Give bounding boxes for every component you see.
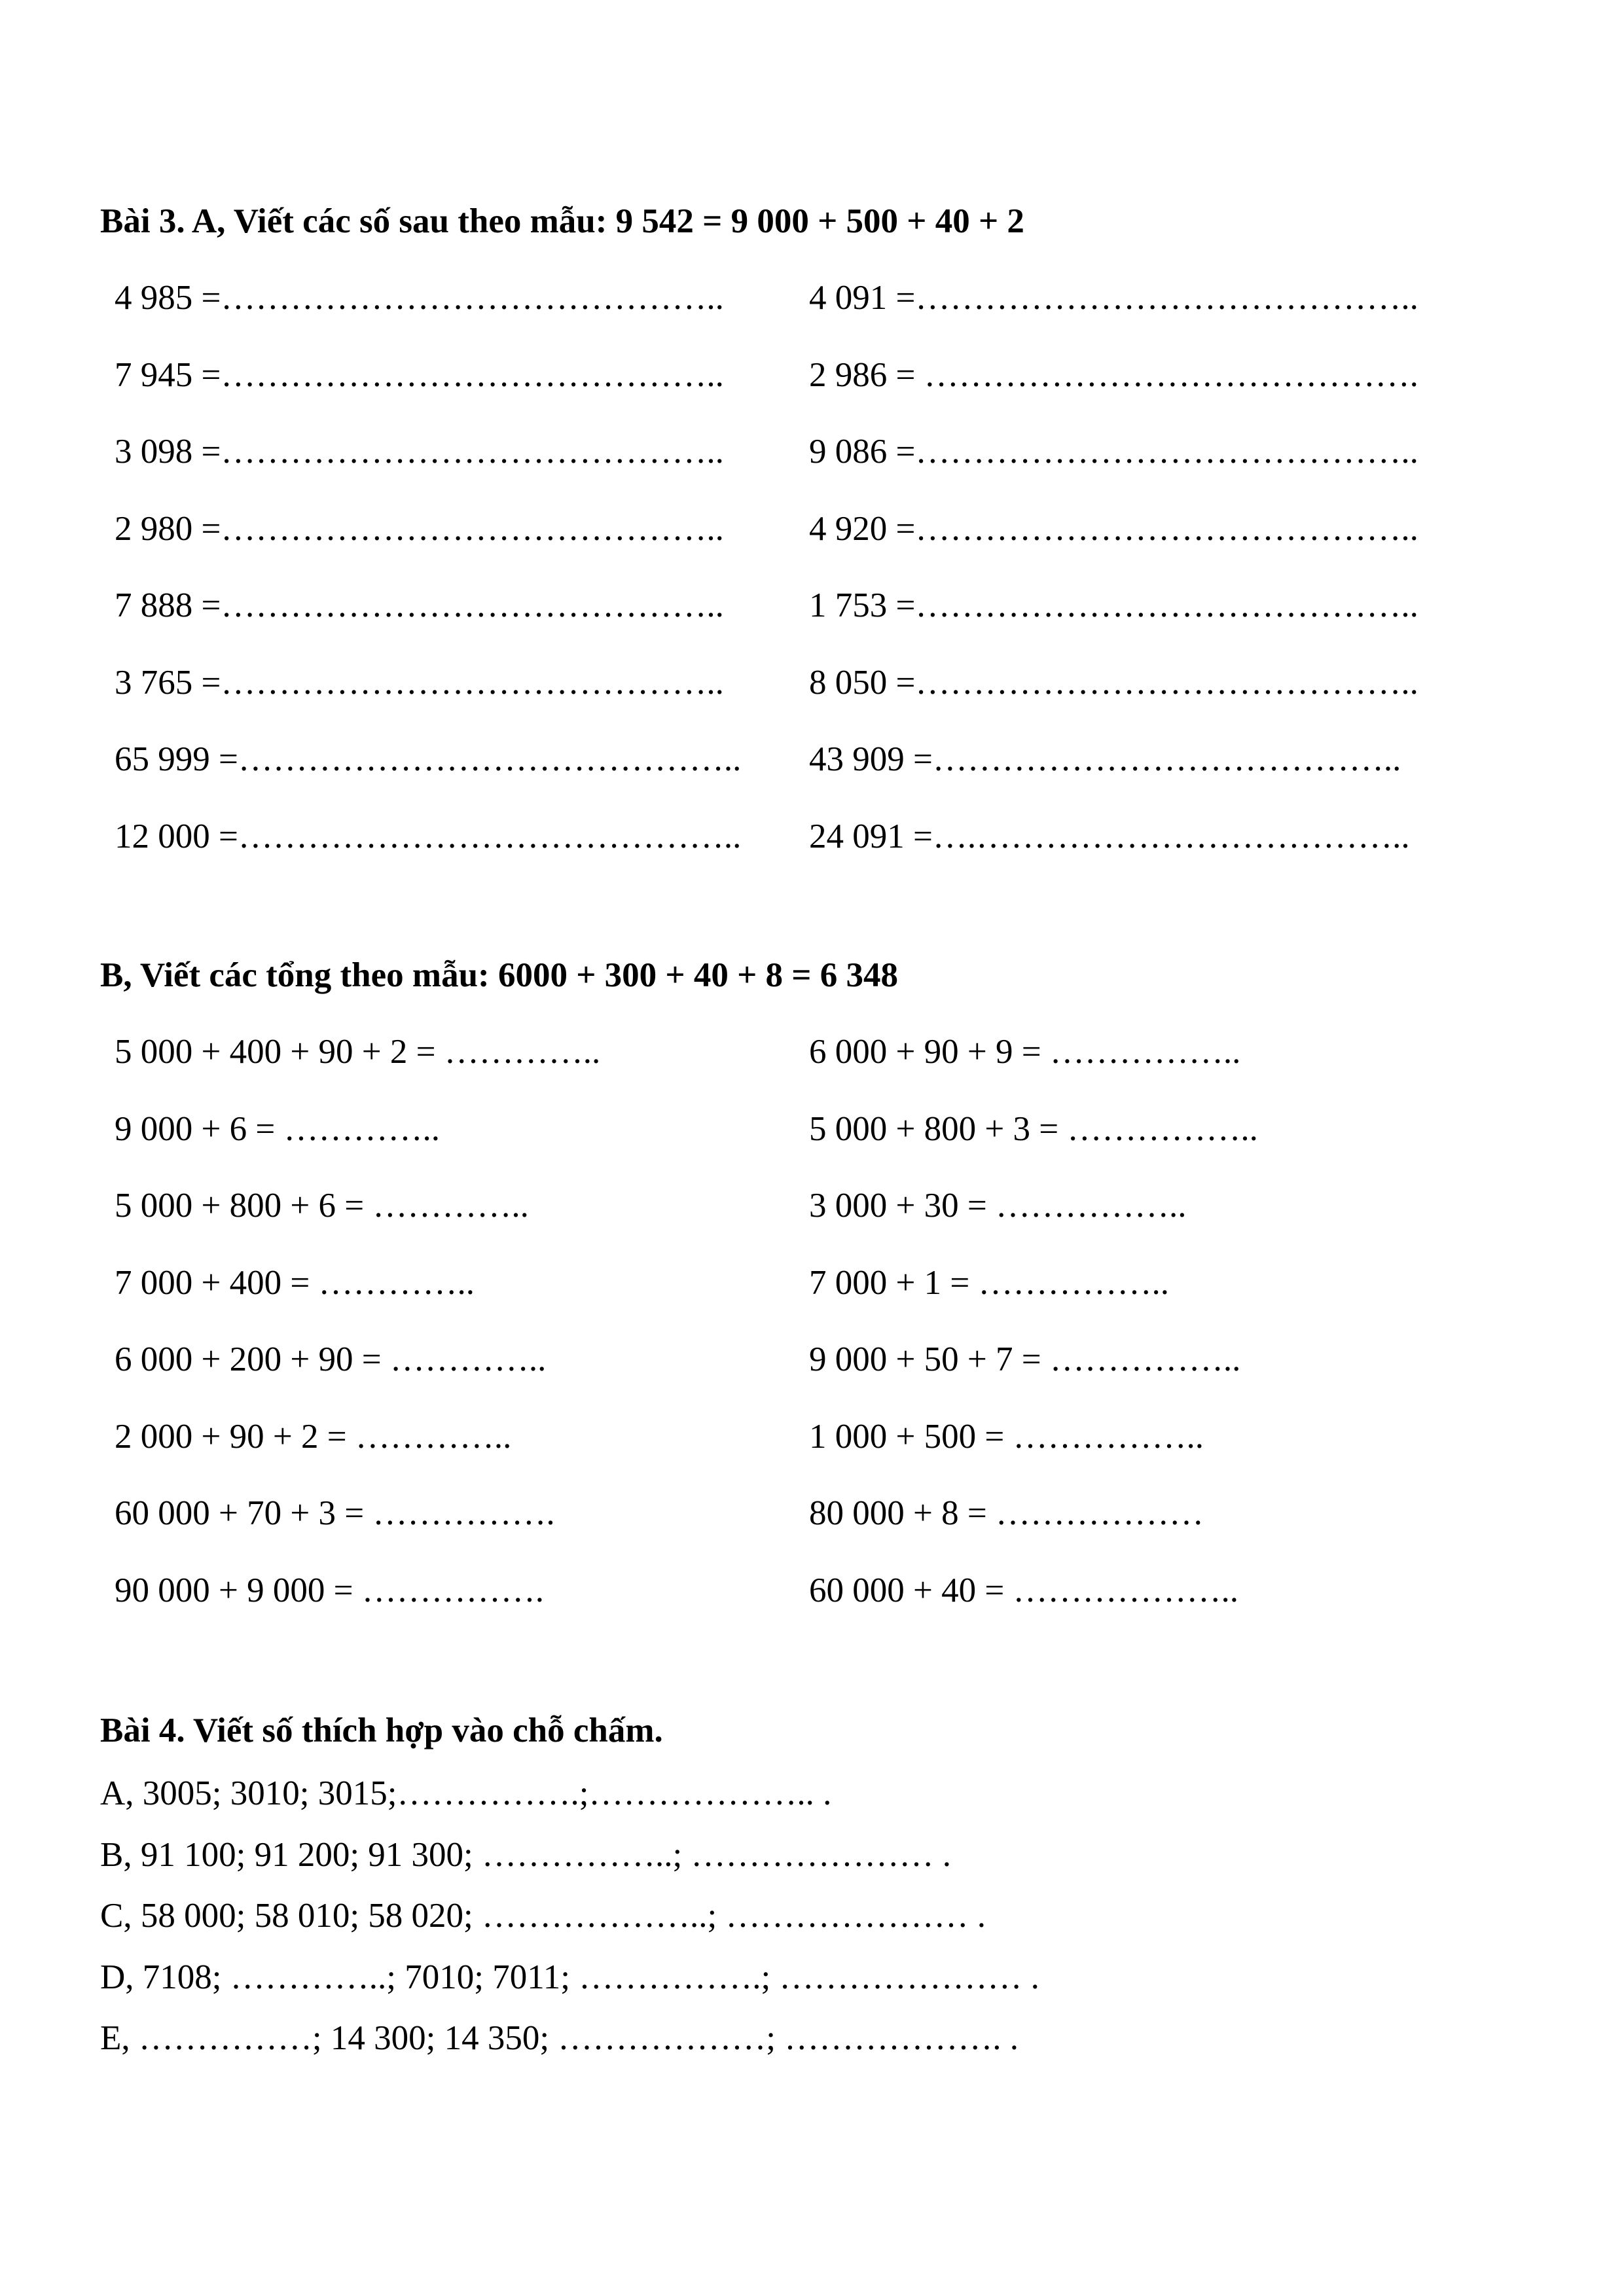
exercise-line: 65 999 =…………………………………….. [115, 740, 742, 778]
exercise-line: 90 000 + 9 000 = ……………. [115, 1571, 545, 1609]
exercise-line: 24 091 =….……………………………….. [809, 817, 1410, 855]
exercise-line: A, 3005; 3010; 3015;…………….;……………….. . [100, 1774, 832, 1812]
exercise-line: 9 086 =…………………………………….. [809, 433, 1418, 471]
exercise-line: 12 000 =…………………………………….. [115, 817, 742, 855]
exercise-line: 80 000 + 8 = ……………… [809, 1494, 1204, 1532]
exercise-line: 5 000 + 400 + 90 + 2 = ………….. [115, 1033, 601, 1071]
exercise-line: 7 945 =…………………………………….. [115, 355, 724, 394]
exercise-line: 7 000 + 1 = …………….. [809, 1263, 1170, 1302]
exercise-line: 7 888 =…………………………………….. [115, 586, 724, 624]
exercise-line: 9 000 + 50 + 7 = …………….. [809, 1340, 1241, 1378]
exercise-line: 7 000 + 400 = ………….. [115, 1263, 475, 1302]
exercise-line: 4 920 =…………………………………….. [809, 509, 1418, 548]
bai3-title: Bài 3. A, Viết các số sau theo mẫu: 9 542 = 9 000 + 500 + 40 + 2 [100, 202, 1024, 240]
exercise-line: 2 986 = ……………………………………. [809, 355, 1418, 394]
exercise-line: 60 000 + 40 = ……………….. [809, 1571, 1239, 1609]
exercise-line: 1 000 + 500 = …………….. [809, 1417, 1204, 1456]
exercise-line: 4 091 =…………………………………….. [809, 279, 1418, 317]
exercise-line: D, 7108; …………..; 7010; 7011; …………….; ………………… . [100, 1958, 1039, 1996]
bai3-part-b-title: B, Viết các tổng theo mẫu: 6000 + 300 + 40 + 8 = 6 348 [100, 956, 898, 994]
exercise-line: 1 753 =…………………………………….. [809, 586, 1418, 624]
exercise-line: 43 909 =………………………………….. [809, 740, 1401, 778]
exercise-line: 8 050 =…………………………………….. [809, 663, 1418, 702]
exercise-line: 3 000 + 30 = …………….. [809, 1187, 1187, 1225]
exercise-line: 9 000 + 6 = ………….. [115, 1109, 441, 1148]
exercise-line: E, ……………; 14 300; 14 350; ………………; ………………. . [100, 2019, 1019, 2057]
exercise-line: 5 000 + 800 + 6 = ………….. [115, 1187, 529, 1225]
bai4-title: Bài 4. Viết số thích hợp vào chỗ chấm. [100, 1712, 663, 1749]
exercise-line: 4 985 =…………………………………….. [115, 279, 724, 317]
exercise-line: 5 000 + 800 + 3 = …………….. [809, 1109, 1258, 1148]
exercise-line: 2 980 =…………………………………….. [115, 509, 724, 548]
exercise-line: 6 000 + 200 + 90 = ………….. [115, 1340, 547, 1378]
exercise-line: 3 765 =…………………………………….. [115, 663, 724, 702]
exercise-line: 60 000 + 70 + 3 = ……………. [115, 1494, 555, 1532]
exercise-line: 6 000 + 90 + 9 = …………….. [809, 1033, 1241, 1071]
exercise-line: 2 000 + 90 + 2 = ………….. [115, 1417, 512, 1456]
exercise-line: C, 58 000; 58 010; 58 020; ………………..; ………………… . [100, 1897, 986, 1935]
exercise-line: B, 91 100; 91 200; 91 300; ……………..; ………………… . [100, 1835, 952, 1874]
exercise-line: 3 098 =…………………………………….. [115, 433, 724, 471]
